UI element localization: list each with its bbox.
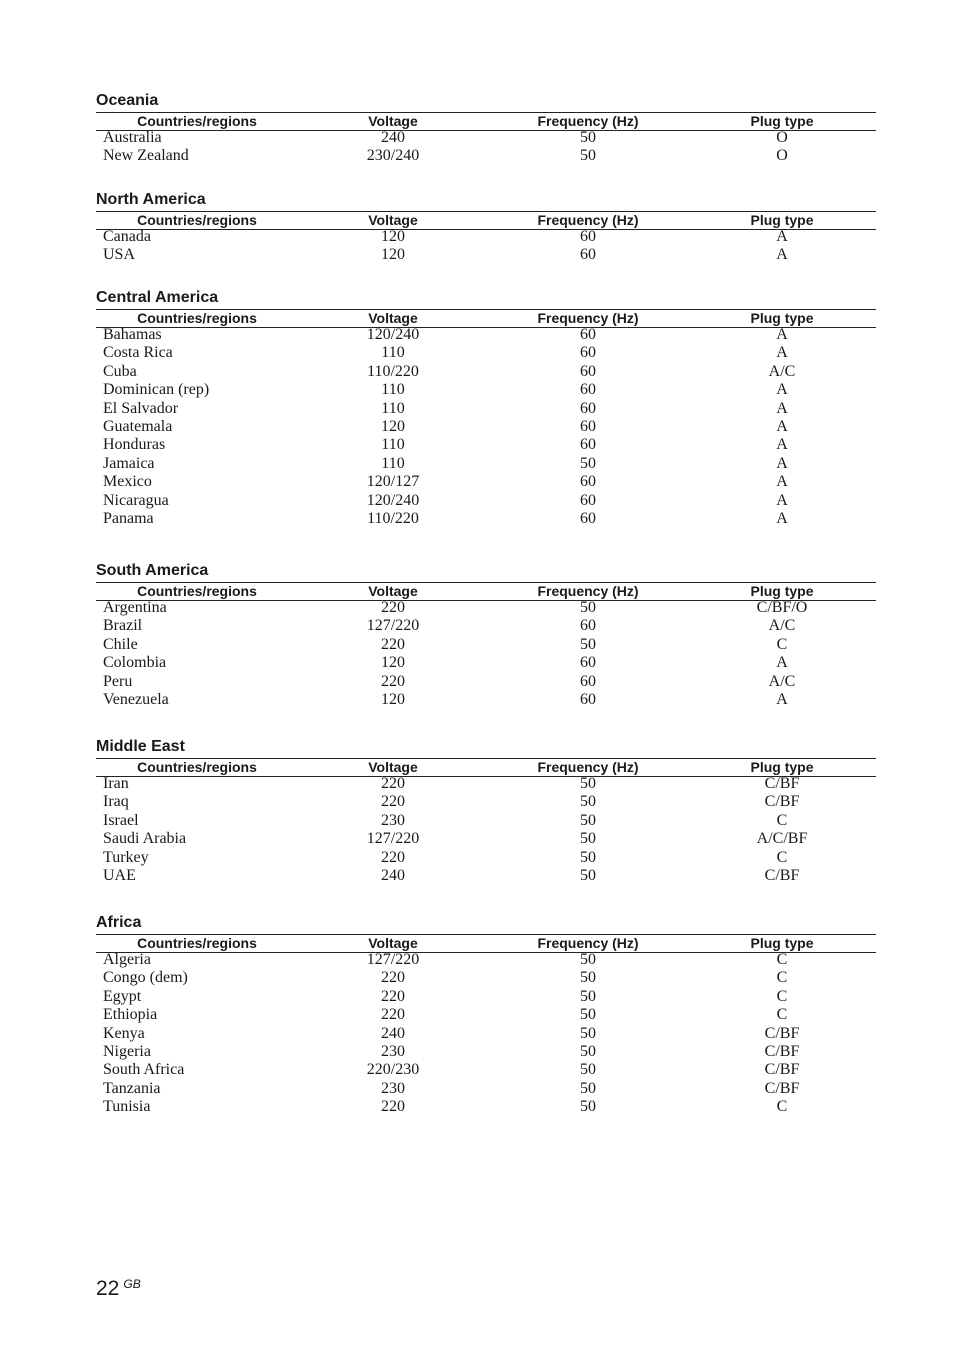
cell-country: USA (103, 246, 136, 264)
cell-frequency: 60 (580, 362, 596, 380)
table-row (96, 401, 876, 420)
cell-plug: A (776, 399, 788, 417)
cell-frequency: 50 (580, 866, 596, 884)
cell-frequency: 60 (580, 690, 596, 708)
cell-plug: C/BF (764, 1061, 800, 1079)
cell-country: Peru (103, 672, 133, 690)
cell-plug: A/C/BF (756, 830, 808, 848)
table-header (96, 211, 876, 230)
cell-plug: C (776, 848, 788, 866)
table-row (96, 130, 876, 149)
cell-frequency: 50 (580, 1061, 596, 1079)
cell-frequency: 60 (580, 672, 596, 690)
cell-plug: A (776, 509, 788, 527)
table-row (96, 345, 876, 364)
table-row (96, 437, 876, 456)
section-africa (96, 914, 876, 1119)
cell-voltage: 220 (381, 672, 405, 690)
table-body (96, 130, 876, 168)
cell-plug: C/BF (764, 1079, 800, 1097)
cell-country: Tunisia (103, 1098, 151, 1116)
table-body (96, 327, 876, 530)
cell-plug: O (776, 129, 788, 146)
cell-frequency: 60 (580, 617, 596, 635)
column-header-plug: Plug type (750, 935, 814, 951)
column-header-plug: Plug type (750, 583, 814, 599)
table-row (96, 831, 876, 850)
cell-plug: A/C (768, 672, 796, 690)
cell-frequency: 50 (580, 599, 596, 616)
column-header-country: Countries/regions (137, 212, 257, 228)
column-header-frequency: Frequency (Hz) (537, 113, 639, 129)
table-row (96, 655, 876, 674)
cell-voltage: 220 (381, 1098, 405, 1116)
table-row (96, 229, 876, 248)
cell-country: Dominican (rep) (103, 381, 210, 399)
section-heading: South America (96, 562, 209, 579)
table-row (96, 247, 876, 266)
table-row (96, 382, 876, 401)
cell-voltage: 220 (381, 793, 405, 811)
table-row (96, 674, 876, 693)
cell-plug: C (776, 811, 788, 829)
section-oceania (96, 92, 876, 168)
cell-frequency: 50 (580, 775, 596, 792)
section-north-america (96, 191, 876, 267)
column-header-plug: Plug type (750, 113, 814, 129)
table-row (96, 1081, 876, 1100)
column-header-frequency: Frequency (Hz) (537, 310, 639, 326)
data-table (96, 112, 876, 168)
cell-frequency: 50 (580, 454, 596, 472)
cell-plug: A (776, 690, 788, 708)
cell-frequency: 50 (580, 987, 596, 1005)
cell-frequency: 50 (580, 793, 596, 811)
cell-plug: C/BF/O (756, 599, 808, 616)
data-table (96, 582, 876, 711)
cell-voltage: 240 (381, 129, 405, 146)
section-heading: North America (96, 191, 206, 208)
table-row (96, 850, 876, 869)
cell-country: Argentina (103, 599, 167, 616)
cell-plug: A (776, 326, 788, 343)
cell-frequency: 60 (580, 344, 596, 362)
cell-voltage: 240 (381, 866, 405, 884)
cell-voltage: 120/240 (366, 491, 420, 509)
cell-frequency: 60 (580, 417, 596, 435)
cell-country: Saudi Arabia (103, 830, 187, 848)
cell-plug: C/BF (764, 1042, 800, 1060)
table-row (96, 692, 876, 711)
cell-plug: C/BF (764, 866, 800, 884)
cell-country: Ethiopia (103, 1006, 158, 1024)
section-central-america (96, 289, 876, 530)
cell-plug: C (776, 1006, 788, 1024)
cell-frequency: 60 (580, 491, 596, 509)
cell-country: Brazil (103, 617, 143, 635)
cell-country: Costa Rica (103, 344, 173, 362)
column-header-plug: Plug type (750, 212, 814, 228)
table-body (96, 229, 876, 267)
cell-frequency: 50 (580, 1042, 596, 1060)
column-header-country: Countries/regions (137, 935, 257, 951)
cell-voltage: 110 (381, 344, 405, 362)
table-row (96, 794, 876, 813)
cell-country: Mexico (103, 473, 152, 491)
cell-voltage: 220 (381, 599, 405, 616)
column-header-voltage: Voltage (368, 113, 418, 129)
cell-frequency: 50 (580, 951, 596, 968)
column-header-country: Countries/regions (137, 583, 257, 599)
table-row (96, 776, 876, 795)
cell-frequency: 50 (580, 129, 596, 146)
table-row (96, 474, 876, 493)
section-heading: Central America (96, 289, 219, 306)
column-header-voltage: Voltage (368, 583, 418, 599)
table-row (96, 868, 876, 887)
cell-voltage: 120 (381, 246, 405, 264)
cell-plug: A (776, 654, 788, 672)
cell-plug: C (776, 951, 788, 968)
cell-frequency: 50 (580, 811, 596, 829)
table-row (96, 1062, 876, 1081)
cell-frequency: 60 (580, 654, 596, 672)
cell-country: Panama (103, 509, 154, 527)
cell-frequency: 50 (580, 1024, 596, 1042)
cell-frequency: 60 (580, 399, 596, 417)
cell-voltage: 110 (381, 381, 405, 399)
cell-frequency: 60 (580, 381, 596, 399)
cell-voltage: 110 (381, 399, 405, 417)
table-header (96, 309, 876, 328)
cell-frequency: 50 (580, 147, 596, 165)
table-row (96, 148, 876, 167)
cell-voltage: 230 (381, 1042, 405, 1060)
table-row (96, 493, 876, 512)
cell-country: Iraq (103, 793, 129, 811)
cell-voltage: 220 (381, 848, 405, 866)
cell-voltage: 127/220 (366, 951, 420, 968)
column-header-frequency: Frequency (Hz) (537, 583, 639, 599)
table-body (96, 776, 876, 887)
cell-country: Australia (103, 129, 162, 146)
cell-country: Congo (dem) (103, 969, 188, 987)
cell-voltage: 110 (381, 436, 405, 454)
column-header-voltage: Voltage (368, 212, 418, 228)
column-header-frequency: Frequency (Hz) (537, 935, 639, 951)
cell-voltage: 240 (381, 1024, 405, 1042)
cell-voltage: 120 (381, 417, 405, 435)
cell-country: UAE (103, 866, 136, 884)
cell-plug: A/C (768, 362, 796, 380)
column-header-plug: Plug type (750, 310, 814, 326)
cell-country: New Zealand (103, 147, 189, 165)
section-heading: Oceania (96, 92, 159, 109)
cell-frequency: 50 (580, 635, 596, 653)
section-south-america (96, 562, 876, 711)
cell-frequency: 60 (580, 228, 596, 245)
table-row (96, 456, 876, 475)
cell-voltage: 120/127 (366, 473, 420, 491)
cell-voltage: 220 (381, 635, 405, 653)
table-header (96, 934, 876, 953)
table-row (96, 1099, 876, 1118)
cell-country: Colombia (103, 654, 167, 672)
cell-frequency: 50 (580, 848, 596, 866)
cell-plug: C (776, 1098, 788, 1116)
cell-frequency: 60 (580, 326, 596, 343)
cell-plug: C/BF (764, 1024, 800, 1042)
cell-voltage: 110/220 (367, 362, 419, 380)
column-header-country: Countries/regions (137, 759, 257, 775)
cell-country: Jamaica (103, 454, 155, 472)
cell-voltage: 120 (381, 228, 405, 245)
cell-country: El Salvador (103, 399, 179, 417)
cell-voltage: 230/240 (366, 147, 420, 165)
column-header-frequency: Frequency (Hz) (537, 212, 639, 228)
cell-voltage: 220/230 (366, 1061, 420, 1079)
section-heading: Africa (96, 914, 142, 931)
cell-frequency: 50 (580, 830, 596, 848)
cell-voltage: 220 (381, 987, 405, 1005)
cell-country: Bahamas (103, 326, 162, 343)
cell-frequency: 50 (580, 1006, 596, 1024)
cell-plug: A (776, 344, 788, 362)
cell-country: Canada (103, 228, 151, 245)
cell-plug: A/C (768, 617, 796, 635)
table-row (96, 1026, 876, 1045)
cell-plug: C (776, 969, 788, 987)
column-header-plug: Plug type (750, 759, 814, 775)
cell-plug: A (776, 246, 788, 264)
section-heading: Middle East (96, 738, 185, 755)
cell-frequency: 60 (580, 436, 596, 454)
cell-plug: A (776, 491, 788, 509)
cell-country: Cuba (103, 362, 137, 380)
cell-country: Chile (103, 635, 138, 653)
table-row (96, 618, 876, 637)
cell-plug: O (776, 147, 788, 165)
data-table (96, 934, 876, 1119)
data-table (96, 309, 876, 530)
cell-voltage: 120/240 (366, 326, 420, 343)
cell-voltage: 230 (381, 811, 405, 829)
table-header (96, 112, 876, 131)
cell-country: Israel (103, 811, 139, 829)
cell-plug: C (776, 987, 788, 1005)
table-row (96, 1007, 876, 1026)
cell-voltage: 127/220 (366, 830, 420, 848)
table-row (96, 952, 876, 971)
cell-voltage: 110/220 (367, 509, 419, 527)
table-header (96, 758, 876, 777)
cell-frequency: 60 (580, 473, 596, 491)
cell-country: Turkey (103, 848, 149, 866)
cell-country: Iran (103, 775, 129, 792)
cell-plug: A (776, 473, 788, 491)
cell-voltage: 220 (381, 1006, 405, 1024)
table-row (96, 511, 876, 530)
cell-frequency: 60 (580, 509, 596, 527)
table-row (96, 419, 876, 438)
language-code: GB (123, 1277, 141, 1291)
table-row (96, 1044, 876, 1063)
cell-frequency: 50 (580, 969, 596, 987)
column-header-voltage: Voltage (368, 310, 418, 326)
cell-frequency: 50 (580, 1079, 596, 1097)
page-footer (96, 1276, 141, 1302)
cell-voltage: 220 (381, 969, 405, 987)
cell-country: Nicaragua (103, 491, 169, 509)
cell-plug: C/BF (764, 793, 800, 811)
cell-frequency: 60 (580, 246, 596, 264)
cell-plug: A (776, 381, 788, 399)
table-row (96, 970, 876, 989)
cell-country: Algeria (103, 951, 151, 968)
section-middle-east (96, 738, 876, 887)
table-row (96, 989, 876, 1008)
column-header-voltage: Voltage (368, 935, 418, 951)
table-body (96, 600, 876, 711)
cell-country: South Africa (103, 1061, 185, 1079)
cell-voltage: 127/220 (366, 617, 420, 635)
cell-country: Honduras (103, 436, 166, 454)
cell-voltage: 120 (381, 654, 405, 672)
column-header-country: Countries/regions (137, 310, 257, 326)
cell-country: Kenya (103, 1024, 145, 1042)
column-header-frequency: Frequency (Hz) (537, 759, 639, 775)
table-row (96, 600, 876, 619)
cell-country: Venezuela (103, 690, 169, 708)
data-table (96, 211, 876, 267)
cell-plug: C (776, 635, 788, 653)
cell-country: Nigeria (103, 1042, 151, 1060)
cell-voltage: 120 (381, 690, 405, 708)
table-row (96, 364, 876, 383)
cell-voltage: 230 (381, 1079, 405, 1097)
cell-plug: A (776, 228, 788, 245)
cell-country: Guatemala (103, 417, 173, 435)
cell-plug: A (776, 454, 788, 472)
cell-voltage: 220 (381, 775, 405, 792)
table-row (96, 327, 876, 346)
column-header-country: Countries/regions (137, 113, 257, 129)
data-table (96, 758, 876, 887)
page-number: 22 (96, 1277, 120, 1300)
table-row (96, 637, 876, 656)
column-header-voltage: Voltage (368, 759, 418, 775)
cell-voltage: 110 (381, 454, 405, 472)
cell-country: Egypt (103, 987, 142, 1005)
table-body (96, 952, 876, 1119)
cell-plug: A (776, 436, 788, 454)
cell-plug: C/BF (764, 775, 800, 792)
cell-country: Tanzania (103, 1079, 161, 1097)
cell-frequency: 50 (580, 1098, 596, 1116)
cell-plug: A (776, 417, 788, 435)
